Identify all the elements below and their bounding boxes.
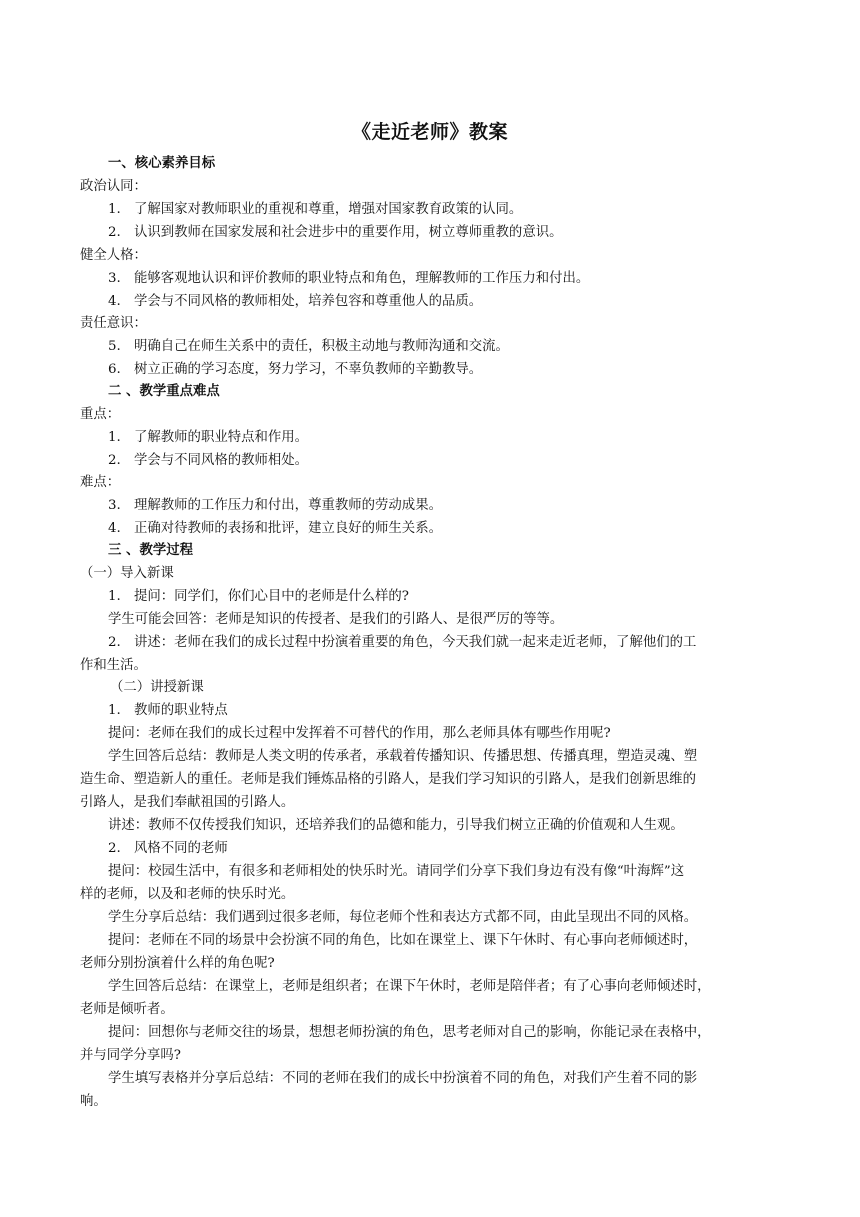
list-item: 4. 正确对待教师的表扬和批评，建立良好的师生关系。 — [108, 521, 442, 536]
paragraph-continued: 引路人，是我们奉献祖国的引路人。 — [80, 795, 295, 810]
part-heading: （二）讲授新课 — [110, 680, 204, 695]
list-item: 1. 了解教师的职业特点和作用。 — [108, 430, 309, 445]
list-item: 2. 风格不同的老师 — [108, 841, 228, 856]
group-label: 重点： — [80, 407, 121, 422]
list-item: 5. 明确自己在师生关系中的责任，积极主动地与教师沟通和交流。 — [108, 339, 509, 354]
list-item: 2. 认识到教师在国家发展和社会进步中的重要作用，树立尊师重教的意识。 — [108, 225, 563, 240]
group-label: 难点： — [80, 475, 121, 490]
group-label: 责任意识： — [80, 316, 147, 331]
paragraph: 学生回答后总结：在课堂上，老师是组织者；在课下午休时，老师是陪伴者；有了心事向老师倾述时， — [108, 979, 711, 994]
paragraph: 讲述：教师不仅传授我们知识，还培养我们的品德和能力，引导我们树立正确的价值观和人生观。 — [108, 818, 684, 833]
list-item: 1. 教师的职业特点 — [108, 703, 228, 718]
paragraph-continued: 响。 — [80, 1094, 107, 1109]
part-heading: （一）导入新课 — [80, 566, 174, 581]
paragraph-continued: 老师分别扮演着什么样的角色呢? — [80, 956, 275, 971]
section-heading-keypoints: 二 、教学重点难点 — [108, 384, 220, 399]
list-item: 3. 理解教师的工作压力和付出，尊重教师的劳动成果。 — [108, 498, 442, 513]
paragraph: 学生回答后总结：教师是人类文明的传承者，承载着传播知识、传播思想、传播真理，塑造灵魂、塑 — [108, 749, 698, 764]
paragraph: 提问：老师在不同的场景中会扮演不同的角色，比如在课堂上、课下午休时、有心事向老师倾述时， — [108, 933, 698, 948]
paragraph: 提问：老师在我们的成长过程中发挥着不可替代的作用，那么老师具体有哪些作用呢? — [108, 726, 611, 741]
paragraph-continued: 样的老师，以及和老师的快乐时光。 — [80, 887, 295, 902]
list-item: 1. 了解国家对教师职业的重视和尊重，增强对国家教育政策的认同。 — [108, 202, 523, 217]
group-label: 政治认同： — [80, 179, 147, 194]
paragraph: 学生可能会回答：老师是知识的传授者、是我们的引路人、是很严厉的等等。 — [108, 612, 564, 627]
document-title: 《走近老师》教案 — [351, 121, 508, 143]
paragraph-continued: 作和生活。 — [80, 658, 147, 673]
paragraph: 学生填写表格并分享后总结：不同的老师在我们的成长中扮演着不同的角色，对我们产生着不同的影 — [108, 1071, 698, 1086]
list-item: 1. 提问：同学们，你们心目中的老师是什么样的? — [108, 589, 409, 604]
list-item: 6. 树立正确的学习态度，努力学习，不辜负教师的辛勤教导。 — [108, 362, 483, 377]
paragraph: 提问：校园生活中，有很多和老师相处的快乐时光。请同学们分享下我们身边有没有像“叶海辉”这 — [108, 864, 685, 879]
paragraph: 学生分享后总结：我们遇到过很多老师，每位老师个性和表达方式都不同，由此呈现出不同的风格。 — [108, 910, 698, 925]
paragraph: 提问：回想你与老师交往的场景，想想老师扮演的角色，思考老师对自己的影响，你能记录在表格中， — [108, 1025, 711, 1040]
list-item: 2. 讲述：老师在我们的成长过程中扮演着重要的角色，今天我们就一起来走近老师，了解他们的工 — [108, 635, 697, 650]
paragraph-continued: 造生命、塑造新人的重任。老师是我们锤炼品格的引路人，是我们学习知识的引路人，是我们创新思维的 — [80, 772, 696, 787]
section-heading-process: 三 、教学过程 — [108, 543, 194, 558]
paragraph-continued: 老师是倾听者。 — [80, 1002, 174, 1017]
group-label: 健全人格： — [80, 248, 147, 263]
paragraph-continued: 并与同学分享吗? — [80, 1048, 181, 1063]
section-heading-goals: 一、核心素养目标 — [108, 156, 216, 171]
list-item: 3. 能够客观地认识和评价教师的职业特点和角色，理解教师的工作压力和付出。 — [108, 271, 590, 286]
list-item: 4. 学会与不同风格的教师相处，培养包容和尊重他人的品质。 — [108, 294, 483, 309]
list-item: 2. 学会与不同风格的教师相处。 — [108, 453, 309, 468]
